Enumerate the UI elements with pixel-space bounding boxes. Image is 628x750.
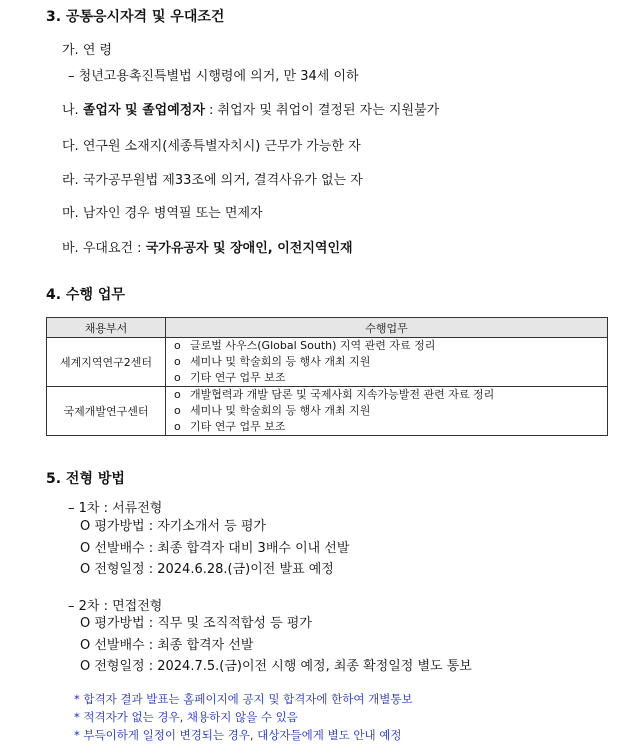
section-5-title: 5. 전형 방법 <box>46 471 125 487</box>
duties-cell <box>166 387 608 436</box>
eligibility-graduate: 나. 졸업자 및 졸업예정자 : 취업자 및 취업이 결정된 자는 지원불가 <box>62 103 440 118</box>
section-3-title: 3. 공통응시자격 및 우대조건 <box>46 9 225 25</box>
table-header-row <box>47 318 608 338</box>
stage-2-schedule: O 전형일정 : 2024.7.5.(금)이전 시행 예정, 최종 확정일정 별도 통보 <box>80 659 472 674</box>
section-4-title: 4. 수행 업무 <box>46 287 125 303</box>
department-cell: 세계지역연구2센터 <box>47 338 166 387</box>
department-cell: 국제개발연구센터 <box>47 387 166 436</box>
list-item: o 세미나 및 학술회의 등 행사 개최 지원 <box>174 355 371 368</box>
table-row <box>47 387 608 436</box>
list-item: o 글로벌 사우스(Global South) 지역 관련 자료 정리 <box>174 339 436 352</box>
stage-2-heading: – 2차 : 면접전형 <box>68 599 163 614</box>
list-item: o 기타 연구 업무 보조 <box>174 371 286 384</box>
stage-1-heading: – 1차 : 서류전형 <box>68 501 163 516</box>
stage-1-schedule: O 전형일정 : 2024.6.28.(금)이전 발표 예정 <box>80 562 334 577</box>
bullet-icon: o <box>174 371 181 384</box>
stage-1-selection: O 선발배수 : 최종 합격자 대비 3배수 이내 선발 <box>80 541 350 556</box>
table-row <box>47 338 608 387</box>
stage-2-evaluation: O 평가방법 : 직무 및 조직적합성 등 평가 <box>80 616 312 631</box>
header-duties: 수행업무 <box>166 318 608 338</box>
eligibility-location: 다. 연구원 소재지(세종특별자치시) 근무가 가능한 자 <box>62 139 361 154</box>
eligibility-age: 가. 연 령 <box>62 43 113 58</box>
header-department: 채용부서 <box>47 318 166 338</box>
bullet-icon: o <box>174 339 181 352</box>
eligibility-preference: 바. 우대요건 : 국가유공자 및 장애인, 이전지역인재 <box>62 241 353 256</box>
stage-1-evaluation: O 평가방법 : 자기소개서 등 평가 <box>80 519 266 534</box>
stage-2-selection: O 선발배수 : 최종 합격자 선발 <box>80 638 254 653</box>
list-item: o 개발협력과 개발 담론 및 국제사회 지속가능발전 관련 자료 정리 <box>174 388 495 401</box>
note-results: * 합격자 결과 발표는 홈페이지에 공지 및 합격자에 한하여 개별통보 <box>74 692 413 706</box>
eligibility-age-detail: – 청년고용촉진특별법 시행령에 의거, 만 34세 이하 <box>68 69 359 84</box>
bullet-icon: o <box>174 420 181 433</box>
bullet-icon: o <box>174 388 181 401</box>
duty-table <box>46 317 608 436</box>
bullet-icon: o <box>174 355 181 368</box>
list-item: o 세미나 및 학술회의 등 행사 개최 지원 <box>174 404 371 417</box>
note-schedule-change: * 부득이하게 일정이 변경되는 경우, 대상자들에게 별도 안내 예정 <box>74 728 402 742</box>
bullet-icon: o <box>174 404 181 417</box>
eligibility-military: 마. 남자인 경우 병역필 또는 면제자 <box>62 206 263 221</box>
duties-cell <box>166 338 608 387</box>
note-no-qualified: * 적격자가 없는 경우, 채용하지 않을 수 있음 <box>74 710 298 724</box>
list-item: o 기타 연구 업무 보조 <box>174 420 286 433</box>
eligibility-civil-service: 라. 국가공무원법 제33조에 의거, 결격사유가 없는 자 <box>62 173 363 188</box>
